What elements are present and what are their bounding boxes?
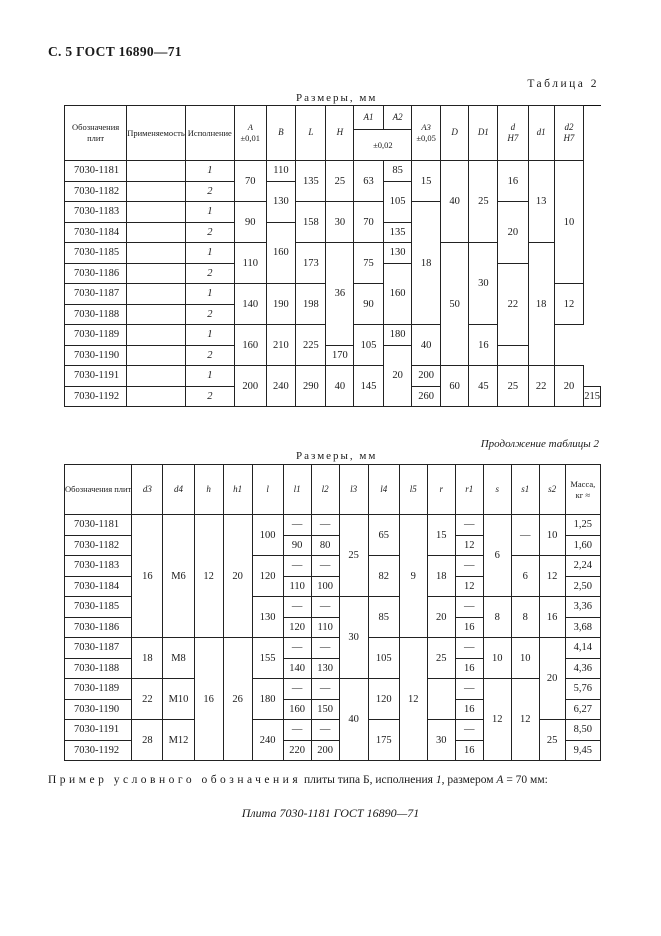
t1-H: 36 [326, 243, 354, 346]
t1-A1: 145 [354, 366, 383, 407]
t2-r: 30 [427, 720, 455, 761]
t1-version: 2 [185, 386, 234, 407]
t1-d: 22 [498, 263, 528, 345]
t2-r1: 16 [455, 740, 483, 761]
example-text-1: плиты типа Б, исполнения [301, 774, 436, 786]
hdr2-s: s [483, 465, 511, 515]
t2-mass: 2,24 [565, 556, 600, 577]
t2-l4: 120 [368, 679, 399, 720]
t2-s: 12 [483, 679, 511, 761]
t2-mass: 2,50 [565, 576, 600, 597]
t1-A3: 20 [383, 345, 412, 407]
t1-application [127, 161, 186, 182]
hdr-B: B [266, 106, 295, 161]
t1-A1: 70 [354, 202, 383, 243]
example-dimension: A [496, 774, 504, 786]
t2-r: 25 [427, 638, 455, 679]
t2-l1: — [283, 515, 311, 536]
t2-mass: 4,14 [565, 638, 600, 659]
t2-r: 20 [427, 597, 455, 638]
t2-l: 155 [252, 638, 283, 679]
t1-A: 200 [234, 366, 266, 407]
table-label: Таблица 2 [527, 78, 599, 90]
t1-d2: 10 [554, 161, 584, 284]
continuation-label: Продолжение таблицы 2 [480, 438, 599, 450]
t2-row-id: 7030-1185 [65, 597, 132, 618]
t2-r1: — [455, 597, 483, 618]
t2-r1: — [455, 679, 483, 700]
t1-version: 1 [185, 284, 234, 305]
t2-r1: 12 [455, 576, 483, 597]
t2-r1: — [455, 556, 483, 577]
t2-l1: 120 [283, 617, 311, 638]
example-formula: Плита 7030-1181 ГОСТ 16890—71 [241, 806, 420, 820]
t2-row-id: 7030-1186 [65, 617, 132, 638]
t2-h1: 26 [223, 638, 252, 761]
t1-D: 40 [440, 161, 469, 243]
hdr2-d4: d4 [163, 465, 194, 515]
t1-A1: 75 [354, 243, 383, 284]
t2-l4: 65 [368, 515, 399, 556]
t2-l1: 90 [283, 535, 311, 556]
t1-D1: 30 [469, 243, 498, 325]
t1-row-id: 7030-1182 [65, 181, 127, 202]
hdr-A2: A2 [383, 106, 412, 130]
t2-l1: 160 [283, 699, 311, 720]
t2-row-id: 7030-1184 [65, 576, 132, 597]
t1-version: 2 [185, 222, 234, 243]
t1-row-id: 7030-1186 [65, 263, 127, 284]
t1-A2: 105 [383, 181, 412, 222]
t2-mass: 3,68 [565, 617, 600, 638]
t1-row-id: 7030-1185 [65, 243, 127, 264]
t2-r1: — [455, 638, 483, 659]
t2-mass: 1,25 [565, 515, 600, 536]
t2-r1: — [455, 720, 483, 741]
example-version: 1 [435, 774, 442, 786]
t2-l1: — [283, 679, 311, 700]
t1-A2: 130 [383, 243, 412, 264]
t2-d3: 18 [132, 638, 163, 679]
t2-l: 130 [252, 597, 283, 638]
t1-row-id: 7030-1183 [65, 202, 127, 223]
t1-L: 135 [296, 161, 326, 202]
t2-l2: 130 [311, 658, 339, 679]
t2-r: 18 [427, 556, 455, 597]
t1-A2: 180 [383, 325, 412, 346]
t1-A1: 63 [354, 161, 383, 202]
hdr-d1: d1 [528, 106, 554, 161]
example-text-2: , размером [441, 774, 497, 786]
hdr-A12-tol: ±0,02 [354, 130, 412, 161]
t2-mass: 4,36 [565, 658, 600, 679]
hdr2-r1: r1 [455, 465, 483, 515]
t2-s: 6 [483, 515, 511, 597]
table1 [64, 105, 601, 407]
t2-l: 100 [252, 515, 283, 556]
t2-l: 180 [252, 679, 283, 720]
t2-l2: 200 [311, 740, 339, 761]
t2-s2: 10 [539, 515, 565, 556]
t2-d3: 28 [132, 720, 163, 761]
t2-row-id: 7030-1191 [65, 720, 132, 741]
hdr-D1: D1 [469, 106, 498, 161]
t2-r1: — [455, 515, 483, 536]
t2-row-id: 7030-1187 [65, 638, 132, 659]
t2-s1: 12 [511, 679, 539, 761]
t2-l3: 25 [339, 515, 368, 597]
t1-application [127, 304, 186, 325]
t2-row-id: 7030-1190 [65, 699, 132, 720]
t2-l2: — [311, 720, 339, 741]
t1-row-id: 7030-1192 [65, 386, 127, 407]
hdr2-l: l [252, 465, 283, 515]
example-text-3: = 70 мм: [503, 774, 548, 786]
t2-row-id: 7030-1192 [65, 740, 132, 761]
t1-B: 190 [266, 284, 295, 325]
t1-application [127, 202, 186, 223]
t1-A2: 200 [412, 366, 440, 387]
t1-row-id: 7030-1188 [65, 304, 127, 325]
t2-h1: 20 [223, 515, 252, 638]
hdr-application: Применяемость [127, 106, 186, 161]
t2-s1: 10 [511, 638, 539, 679]
t1-row-id: 7030-1189 [65, 325, 127, 346]
t1-D: 50 [440, 243, 469, 366]
table2-units: Размеры, мм [296, 450, 378, 462]
t1-B: 210 [266, 325, 295, 366]
t2-l2: 100 [311, 576, 339, 597]
t1-D1: 25 [469, 161, 498, 243]
hdr2-l3: l3 [339, 465, 368, 515]
t1-application [127, 366, 186, 387]
t1-H: 30 [326, 202, 354, 243]
t1-row-id: 7030-1190 [65, 345, 127, 366]
t1-D1: 40 [412, 325, 440, 366]
t1-d: 16 [498, 161, 528, 202]
t1-d1: 13 [528, 161, 554, 243]
t2-l1: — [283, 597, 311, 618]
hdr2-l2: l2 [311, 465, 339, 515]
hdr-designation: Обозначения плит [65, 106, 127, 161]
t1-B: 160 [266, 222, 295, 284]
hdr-H: H [326, 106, 354, 161]
t1-A1: 105 [354, 325, 383, 366]
t1-version: 1 [185, 161, 234, 182]
t2-s2: 16 [539, 597, 565, 638]
t2-row-id: 7030-1183 [65, 556, 132, 577]
t1-D: 60 [440, 366, 469, 407]
t1-H: 25 [326, 161, 354, 202]
t2-s: 10 [483, 638, 511, 679]
t2-mass: 5,76 [565, 679, 600, 700]
t1-H: 40 [326, 366, 354, 407]
t2-d4: М10 [163, 679, 194, 720]
hdr2-h: h [194, 465, 223, 515]
t1-version: 1 [185, 325, 234, 346]
t2-l4: 105 [368, 638, 399, 679]
t2-l: 120 [252, 556, 283, 597]
t1-A2: 85 [383, 161, 412, 182]
t1-row-id: 7030-1184 [65, 222, 127, 243]
t2-s: 8 [483, 597, 511, 638]
t1-row-id: 7030-1187 [65, 284, 127, 305]
t2-l4: 175 [368, 720, 399, 761]
t2-l2: — [311, 638, 339, 659]
t1-application [127, 345, 186, 366]
t2-row-id: 7030-1182 [65, 535, 132, 556]
t2-mass: 1,60 [565, 535, 600, 556]
hdr2-l5: l5 [399, 465, 427, 515]
hdr-A1: A1 [354, 106, 383, 130]
t2-l1: — [283, 638, 311, 659]
t1-row-id: 7030-1181 [65, 161, 127, 182]
t2-l4: 82 [368, 556, 399, 597]
t1-A2: 160 [383, 263, 412, 325]
t1-version: 1 [185, 243, 234, 264]
t1-D1: 45 [469, 366, 498, 407]
t1-application [127, 325, 186, 346]
t2-l2: 150 [311, 699, 339, 720]
hdr-D: D [440, 106, 469, 161]
t1-application [127, 222, 186, 243]
t1-application [127, 284, 186, 305]
t2-l5: 9 [399, 515, 427, 638]
t2-l: 240 [252, 720, 283, 761]
t2-mass: 9,45 [565, 740, 600, 761]
t1-d: 20 [498, 202, 528, 264]
t1-d: 25 [498, 366, 528, 407]
t1-A: 160 [234, 325, 266, 366]
t1-d2: 12 [554, 284, 584, 325]
t1-d1: 22 [528, 366, 554, 407]
t2-s2: 25 [539, 720, 565, 761]
t2-d4: М8 [163, 638, 194, 679]
t2-l1: 220 [283, 740, 311, 761]
t1-version: 2 [185, 304, 234, 325]
t1-L: 198 [296, 284, 326, 325]
t2-l5: 12 [399, 638, 427, 761]
t1-d2: 16 [469, 325, 498, 366]
t2-s2: 20 [539, 638, 565, 720]
t1-d2: 20 [554, 366, 584, 407]
hdr2-r: r [427, 465, 455, 515]
t2-d4: М6 [163, 515, 194, 638]
t2-l3: 40 [339, 679, 368, 761]
t1-application [127, 386, 186, 407]
t2-l2: 80 [311, 535, 339, 556]
t1-L: 225 [296, 325, 326, 366]
hdr-A: A ±0,01 [234, 106, 266, 161]
t2-h: 12 [194, 515, 223, 638]
hdr2-designation: Обозначения плит [65, 465, 132, 515]
t2-mass: 6,27 [565, 699, 600, 720]
t2-mass: 8,50 [565, 720, 600, 741]
hdr2-l1: l1 [283, 465, 311, 515]
t2-s1: 8 [511, 597, 539, 638]
t1-A: 70 [234, 161, 266, 202]
t2-l2: — [311, 679, 339, 700]
t2-r1: 16 [455, 699, 483, 720]
hdr-L: L [296, 106, 326, 161]
hdr-version: Исполнение [185, 106, 234, 161]
t2-d4: М12 [163, 720, 194, 761]
t2-l2: — [311, 597, 339, 618]
hdr2-d3: d3 [132, 465, 163, 515]
t1-application [127, 243, 186, 264]
t2-l2: — [311, 515, 339, 536]
t2-l1: — [283, 720, 311, 741]
page-header: С. 5 ГОСТ 16890—71 [48, 44, 182, 59]
t1-B: 130 [266, 181, 295, 222]
hdr2-s2: s2 [539, 465, 565, 515]
hdr-d: d H7 [498, 106, 528, 161]
t1-version: 2 [185, 181, 234, 202]
t1-A: 90 [234, 202, 266, 243]
t2-r [427, 679, 455, 720]
t1-L: 158 [296, 202, 326, 243]
t1-version: 2 [185, 263, 234, 284]
t1-version: 1 [185, 366, 234, 387]
t2-l4: 85 [368, 597, 399, 638]
t2-h: 16 [194, 638, 223, 761]
hdr2-s1: s1 [511, 465, 539, 515]
t2-row-id: 7030-1181 [65, 515, 132, 536]
t2-r: 15 [427, 515, 455, 556]
t2-mass: 3,36 [565, 597, 600, 618]
t1-A3: 18 [412, 202, 440, 325]
hdr-A3: A3 ±0,05 [412, 106, 440, 161]
t1-row-id: 7030-1191 [65, 366, 127, 387]
designation-example [48, 772, 604, 788]
t2-s1: — [511, 515, 539, 556]
t1-L: 173 [296, 243, 326, 284]
hdr2-l4: l4 [368, 465, 399, 515]
hdr2-h1: h1 [223, 465, 252, 515]
t2-d3: 22 [132, 679, 163, 720]
t1-A2: 170 [326, 345, 354, 366]
t2-l3: 30 [339, 597, 368, 679]
t1-A1: 90 [354, 284, 383, 325]
t2-s2: 12 [539, 556, 565, 597]
t1-d1: 18 [528, 243, 554, 366]
t2-l1: 140 [283, 658, 311, 679]
t1-application [127, 263, 186, 284]
t2-row-id: 7030-1188 [65, 658, 132, 679]
t1-B: 110 [266, 161, 295, 182]
t2-d3: 16 [132, 515, 163, 638]
t1-A: 110 [234, 243, 266, 284]
t1-version: 1 [185, 202, 234, 223]
t1-L: 290 [296, 366, 326, 407]
t2-l1: 110 [283, 576, 311, 597]
t2-l2: 110 [311, 617, 339, 638]
t2-l1: — [283, 556, 311, 577]
t2-s1: 6 [511, 556, 539, 597]
t1-A3: 15 [412, 161, 440, 202]
hdr2-mass: Масса, кг ≈ [565, 465, 600, 515]
t1-application [127, 181, 186, 202]
example-lead: Пример условного обозначения [48, 774, 302, 786]
t2-row-id: 7030-1189 [65, 679, 132, 700]
t2-r1: 16 [455, 658, 483, 679]
table2 [64, 464, 601, 761]
t1-A2: 215 [584, 386, 601, 407]
t2-r1: 16 [455, 617, 483, 638]
t2-r1: 12 [455, 535, 483, 556]
t1-B: 260 [412, 386, 440, 407]
t1-version: 2 [185, 345, 234, 366]
t2-l2: — [311, 556, 339, 577]
t1-A2: 135 [383, 222, 412, 243]
hdr-d2: d2 H7 [554, 106, 584, 161]
t1-A: 140 [234, 284, 266, 325]
table1-units: Размеры, мм [296, 92, 378, 104]
t1-B: 240 [266, 366, 295, 407]
